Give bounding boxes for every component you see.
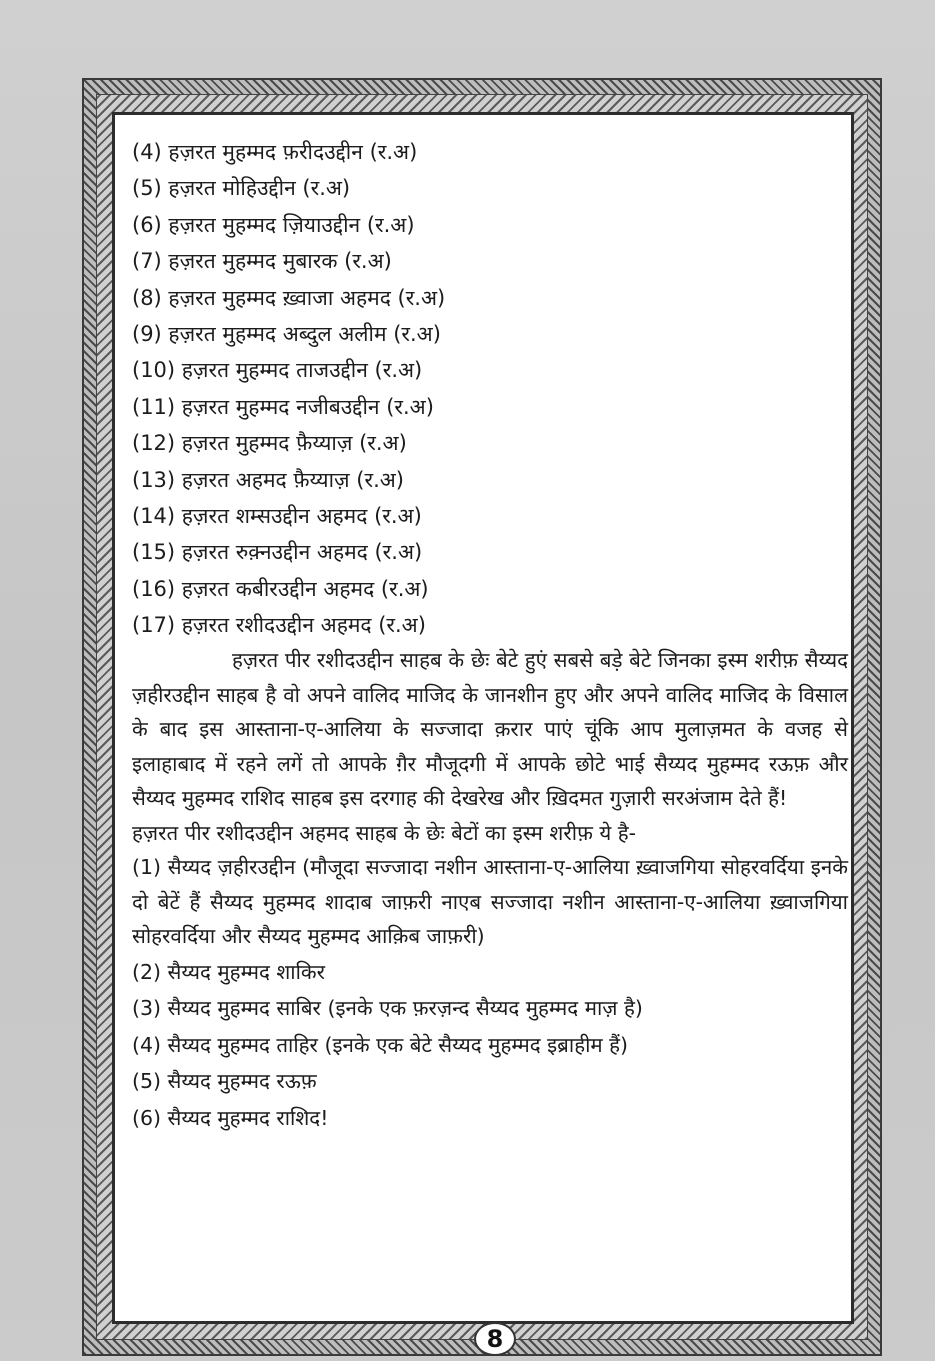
lineage-item: (11) हज़रत मुहम्मद नजीबउद्दीन (र.अ) bbox=[132, 394, 434, 419]
lineage-item: (4) हज़रत मुहम्मद फ़रीदउद्दीन (र.अ) bbox=[132, 140, 418, 164]
son-entry: (2) सैय्यद मुहम्मद शाकिर bbox=[132, 959, 326, 984]
page-number: 8 bbox=[474, 1322, 516, 1356]
lineage-item: (10) हज़रत मुहम्मद ताजउद्दीन (र.अ) bbox=[132, 358, 423, 383]
son-entry: (4) सैय्यद मुहम्मद ताहिर (इनके एक बेटे सैय्यद मुहम्मद इब्राहीम हैं) bbox=[132, 1032, 629, 1057]
son-entry: (6) सैय्यद मुहम्मद राशिद! bbox=[132, 1105, 329, 1130]
lineage-item: (7) हज़रत मुहम्मद मुबारक (र.अ) bbox=[132, 249, 392, 274]
lineage-item: (12) हज़रत मुहम्मद फ़ैय्याज़ (र.अ) bbox=[132, 431, 407, 456]
paragraph-sons-intro: हज़रत पीर रशीदउद्दीन अहमद साहब के छेः बेटों का इस्म शरीफ़ ये है- bbox=[132, 820, 637, 845]
son-entry: (3) सैय्यद मुहम्मद साबिर (इनके एक फ़रज़न्द सैय्यद मुहम्मद माज़ है) bbox=[132, 996, 643, 1021]
lineage-item: (13) हज़रत अहमद फ़ैय्याज़ (र.अ) bbox=[132, 467, 404, 492]
son-entry-1: (1) सैय्यद ज़हीरउद्दीन (मौजूदा सज्जादा नशीन आस्ताना-ए-आलिया ख़्वाजगिया सोहरवर्दिया इनके दो बेटें हैं सैय्यद मुहम्मद शादाब जाफ़री नाएब सज्जादा नशीन आस्ताना-ए-आलिया ख़्वाजगिया सोहरवर्दिया और सैय्यद मुहम्मद आक़िब जाफ़री) bbox=[132, 855, 848, 949]
page-content bbox=[132, 134, 848, 1136]
lineage-item: (8) हज़रत मुहम्मद ख़्वाजा अहमद (र.अ) bbox=[132, 285, 446, 310]
son-entry: (5) सैय्यद मुहम्मद रऊफ़ bbox=[132, 1069, 317, 1094]
lineage-item: (14) हज़रत शम्सउद्दीन अहमद (र.अ) bbox=[132, 503, 422, 528]
lineage-item: (6) हज़रत मुहम्मद ज़ियाउद्दीन (र.अ) bbox=[132, 212, 415, 237]
lineage-item: (15) हज़रत रुक़्नउद्दीन अहमद (र.अ) bbox=[132, 540, 423, 565]
lineage-item: (9) हज़रत मुहम्मद अब्दुल अलीम (र.अ) bbox=[132, 321, 441, 346]
lineage-item: (17) हज़रत रशीदउद्दीन अहमद (र.अ) bbox=[132, 613, 426, 638]
lineage-item: (16) हज़रत कबीरउद्दीन अहमद (र.अ) bbox=[132, 576, 429, 601]
paragraph-succession: हज़रत पीर रशीदउद्दीन साहब के छेः बेटे हुएं सबसे बड़े बेटे जिनका इस्म शरीफ़ सैय्यद ज़हीरउद्दीन साहब है वो अपने वालिद माजिद के जानशीन हुए और अपने वालिद माजिद के विसाल के बाद इस आस्ताना-ए-आलिया के सज्जादा क़रार पाएं चूंकि आप मुलाज़मत के वजह से इलाहाबाद में रहने लगें तो आपके ग़ैर मौजूदगी में आपके छोटे भाई सैय्यद मुहम्मद रऊफ़ और सैय्यद मुहम्मद राशिद साहब इस दरगाह की देखरेख और ख़िदमत गुज़ारी सरअंजाम देते हैं! bbox=[132, 648, 849, 811]
lineage-item: (5) हज़रत मोहिउद्दीन (र.अ) bbox=[132, 176, 351, 201]
